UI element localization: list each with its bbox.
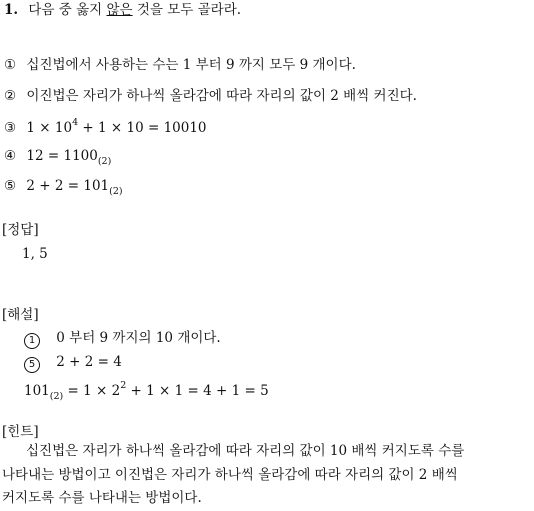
explanation-item-1 [24, 330, 221, 349]
formula-sup: 2 [120, 380, 127, 391]
option-marker: ④ [4, 148, 17, 164]
option-expr-sup: 4 [72, 117, 79, 128]
option-marker: ⑤ [4, 178, 17, 194]
answer-value: 1, 5 [22, 246, 48, 262]
option-1 [4, 57, 356, 74]
option-marker: ① [4, 57, 17, 73]
option-expr-a: 1 × 10 [26, 120, 73, 136]
option-5 [4, 178, 123, 198]
explanation-item-text: 0 부터 9 까지의 10 개이다. [56, 330, 221, 346]
question-title [4, 2, 241, 19]
explanation-formula [24, 380, 269, 403]
explanation-item-2 [24, 354, 122, 373]
answer-label: [정답] [2, 222, 39, 238]
option-expr: 2 + 2 = 101 [26, 178, 110, 194]
hint-label: [힌트] [2, 424, 39, 440]
option-text: 이진법은 자리가 하나씩 올라감에 따라 자리의 값이 2 배씩 커진다. [26, 88, 417, 104]
option-4 [4, 148, 111, 168]
explanation-label: [해설] [2, 307, 39, 323]
question-text-before: 다음 중 옳지 [28, 2, 107, 18]
hint-line-3: 커지도록 수를 나타내는 방법이다. [2, 490, 202, 506]
option-marker: ② [4, 88, 17, 104]
hint-line-2: 나타내는 방법이고 이진법은 자리가 하나씩 올라감에 따라 자리의 값이 2 배씩 [2, 467, 458, 483]
formula-part-b: = 1 × 2 [63, 383, 121, 399]
option-expr: 12 = 1100 [26, 148, 98, 164]
explanation-marker: 5 [24, 357, 40, 373]
option-2 [4, 88, 417, 105]
formula-sub: (2) [49, 391, 64, 402]
option-expr-sub: (2) [109, 186, 123, 197]
formula-part-c: + 1 × 1 = 4 + 1 = 5 [126, 383, 269, 399]
option-text: 십진법에서 사용하는 수는 1 부터 9 까지 모두 9 개이다. [26, 57, 356, 73]
question-text-underlined: 않은 [106, 2, 133, 18]
option-expr-b: + 1 × 10 = 10010 [78, 120, 207, 136]
option-3 [4, 117, 207, 137]
explanation-item-text: 2 + 2 = 4 [56, 354, 122, 370]
explanation-marker: 1 [24, 333, 40, 349]
question-text-after: 것을 모두 골라라. [132, 2, 242, 18]
question-number: 1. [4, 2, 19, 18]
option-marker: ③ [4, 120, 17, 136]
formula-part-a: 101 [24, 383, 50, 399]
option-expr-sub: (2) [97, 156, 112, 167]
hint-line-1: 십진법은 자리가 하나씩 올라감에 따라 자리의 값이 10 배씩 커지도록 수를 [26, 443, 465, 459]
